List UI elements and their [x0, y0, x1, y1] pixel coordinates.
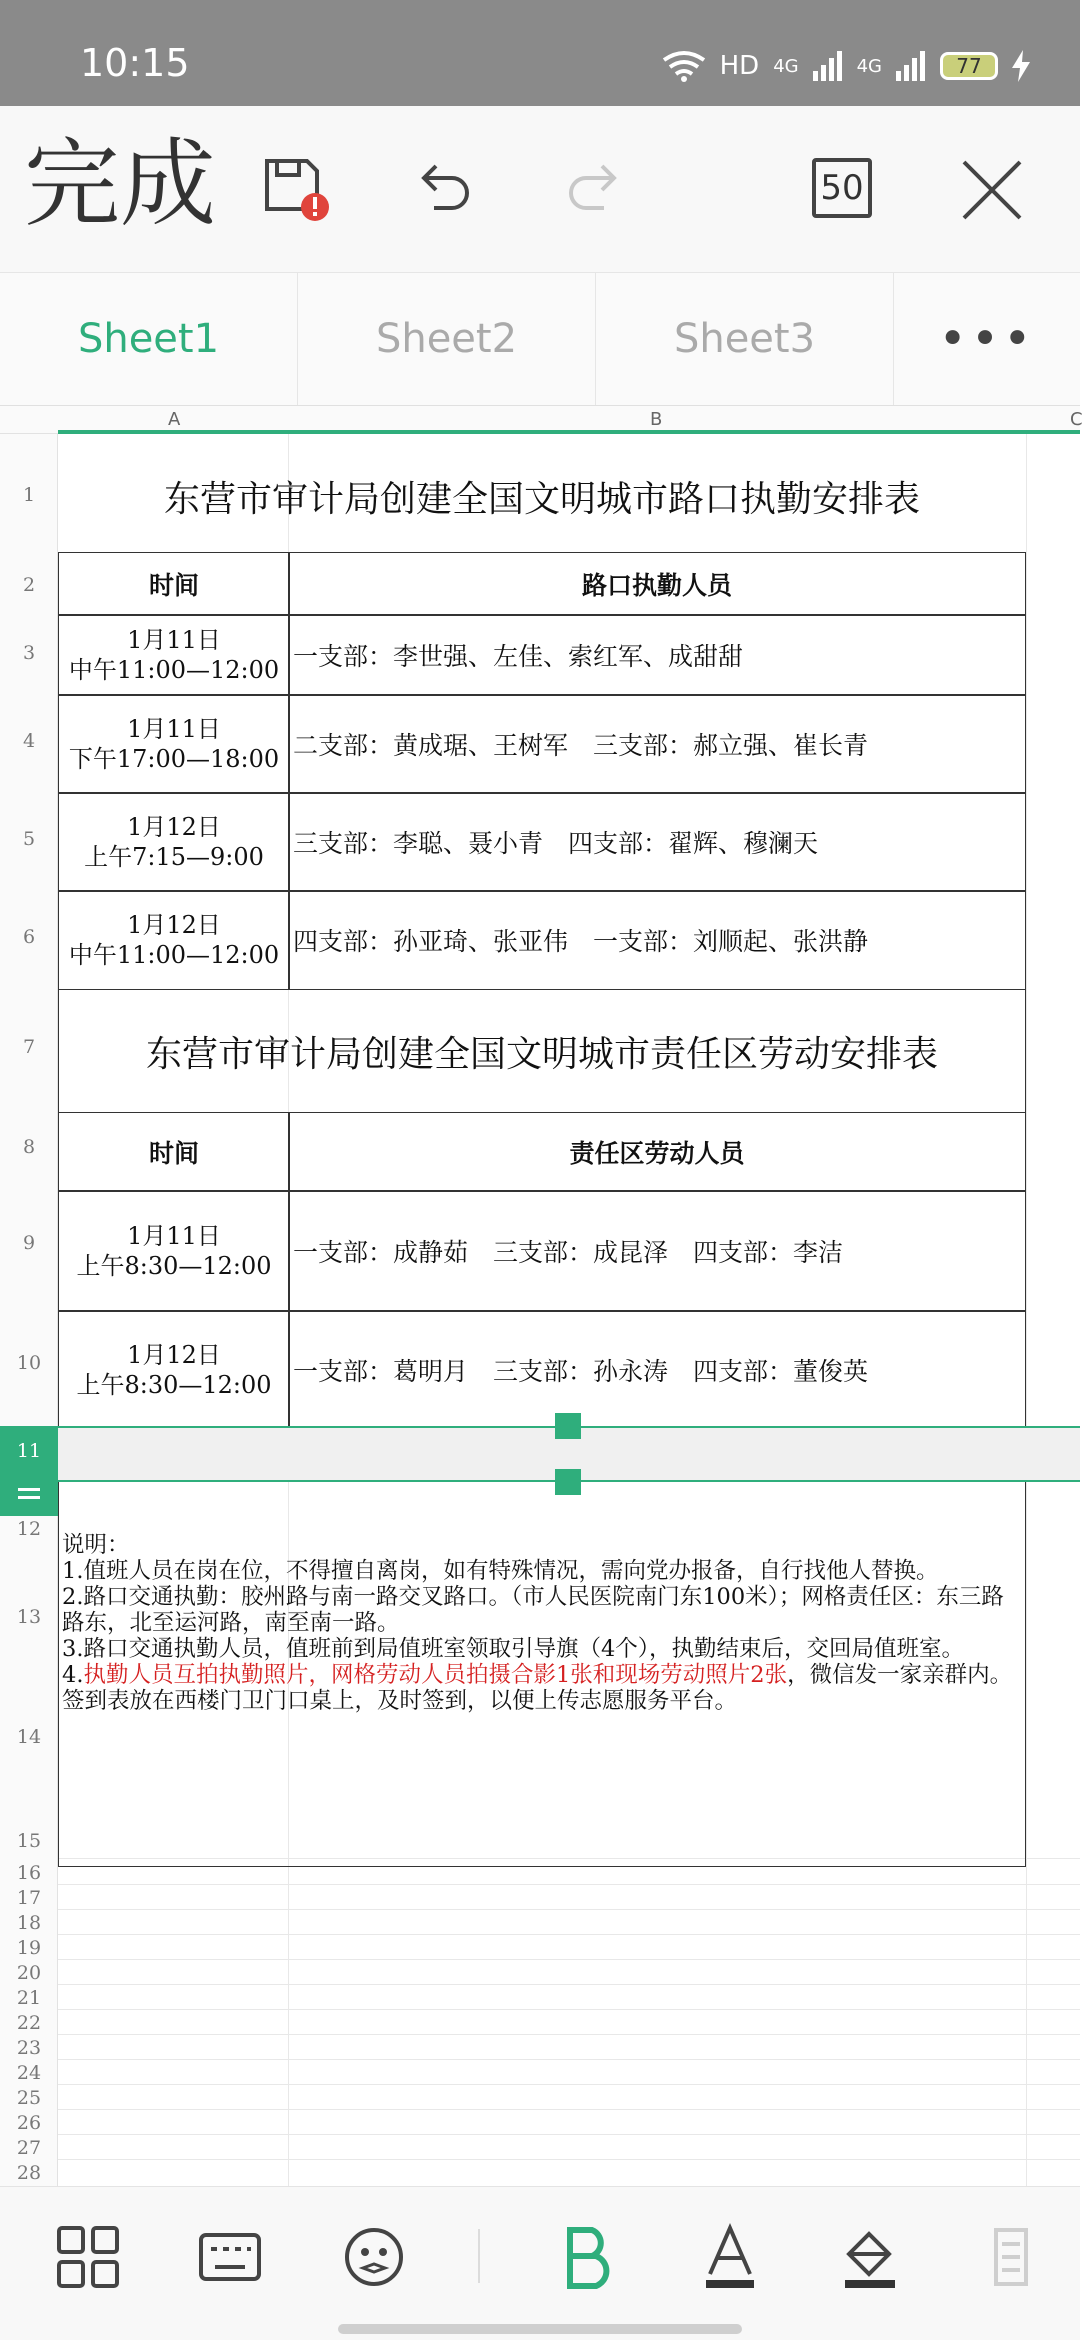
table1-row3-time[interactable] — [58, 792, 290, 892]
row-number[interactable]: 21 — [16, 1987, 42, 2009]
network-label: HD — [719, 51, 760, 81]
close-icon[interactable] — [952, 150, 1032, 230]
done-button[interactable]: 完成 — [24, 128, 216, 240]
table-date: 1月11日 — [127, 1222, 221, 1250]
more-format-icon[interactable] — [970, 2217, 1050, 2297]
table2-header-time[interactable]: 时间 — [58, 1112, 290, 1192]
grid-apps-icon[interactable] — [48, 2217, 128, 2297]
table-date: 1月11日 — [127, 715, 221, 743]
column-header-c[interactable]: C — [1070, 409, 1083, 430]
row-number[interactable]: 20 — [16, 1962, 42, 1984]
notes-line-2: 2.路口交通执勤：胶州路与南一路交叉路口。（市人民医院南门东100米）；网格责任区：东三路路东，北至运河路，南至南一路。 — [62, 1584, 1004, 1636]
table1-header-people[interactable]: 路口执勤人员 — [288, 552, 1026, 616]
table1-row2-people[interactable]: 二支部：黄成琚、王树军 三支部：郝立强、崔长青 — [288, 694, 1026, 794]
grid-line — [0, 2059, 1080, 2060]
tab-sheet3[interactable]: Sheet3 — [596, 273, 894, 405]
undo-icon[interactable] — [404, 150, 484, 230]
grid-line — [0, 2109, 1080, 2110]
row-number[interactable]: 23 — [16, 2037, 42, 2059]
fill-color-icon[interactable] — [830, 2217, 910, 2297]
keyboard-icon[interactable] — [190, 2217, 270, 2297]
redo-icon[interactable] — [554, 150, 634, 230]
row-number[interactable]: 13 — [16, 1606, 42, 1628]
table1-row3-people[interactable]: 三支部：李聪、聂小青 四支部：翟辉、穆澜天 — [288, 792, 1026, 892]
grid-line — [1026, 434, 1027, 2186]
row-number[interactable]: 5 — [22, 828, 36, 850]
table-date: 1月12日 — [127, 813, 221, 841]
row-number[interactable]: 9 — [22, 1232, 36, 1254]
row-number[interactable]: 24 — [16, 2062, 42, 2084]
row-number[interactable]: 4 — [22, 730, 36, 752]
row-number[interactable]: 28 — [16, 2162, 42, 2184]
grid-line — [0, 2159, 1080, 2160]
sheet-tabs — [0, 272, 1080, 406]
save-icon[interactable] — [256, 150, 336, 230]
grid-line — [0, 2009, 1080, 2010]
status-bar — [0, 0, 1080, 106]
column-header-b[interactable]: B — [650, 409, 663, 430]
row-number[interactable]: 18 — [16, 1912, 42, 1934]
table-time: 上午8:30—12:00 — [76, 1371, 272, 1399]
table1-row2-time[interactable] — [58, 694, 290, 794]
row-number[interactable]: 6 — [22, 926, 36, 948]
more-tabs-button[interactable]: ••• — [938, 311, 1036, 367]
tab-sheet1[interactable]: Sheet1 — [0, 273, 298, 405]
status-time: 10:15 — [80, 41, 190, 85]
table2-title[interactable]: 东营市审计局创建全国文明城市责任区劳动安排表 — [58, 988, 1026, 1114]
row-number[interactable]: 1 — [22, 484, 36, 506]
column-header-a[interactable]: A — [168, 409, 181, 430]
row-number[interactable]: 8 — [22, 1136, 36, 1158]
row-number[interactable]: 27 — [16, 2137, 42, 2159]
font-color-icon[interactable] — [690, 2217, 770, 2297]
notes-cell[interactable] — [58, 1528, 1026, 1714]
row-resize-icon-line — [18, 1496, 40, 1499]
status-icons — [662, 50, 1030, 82]
assistant-face-icon[interactable] — [334, 2217, 414, 2297]
row-number[interactable]: 19 — [16, 1937, 42, 1959]
row-number-selected[interactable]: 11 — [16, 1440, 42, 1462]
table-date: 1月12日 — [127, 1341, 221, 1369]
table-time: 中午11:00—12:00 — [68, 656, 280, 684]
notes-heading: 说明： — [62, 1532, 130, 1558]
charging-icon — [1012, 50, 1030, 82]
selection-handle-top[interactable] — [555, 1413, 581, 1439]
table-time: 下午17:00—18:00 — [68, 745, 280, 773]
notes-line-3: 3.路口交通执勤人员，值班前到局值班室领取引导旗（4个），执勤结束后，交回局值班室。 — [62, 1636, 965, 1662]
notes-line-4-highlight: 执勤人员互拍执勤照片，网格劳动人员拍摄合影1张和现场劳动照片2张 — [83, 1662, 788, 1688]
row-number[interactable]: 12 — [16, 1518, 42, 1540]
row-number[interactable]: 25 — [16, 2087, 42, 2109]
table2-row1-people[interactable]: 一支部：成静茹 三支部：成昆泽 四支部：李洁 — [288, 1190, 1026, 1312]
grid-line — [0, 2084, 1080, 2085]
row-number[interactable]: 14 — [16, 1726, 42, 1748]
battery-level: 77 — [956, 54, 982, 78]
row-number[interactable]: 3 — [22, 642, 36, 664]
row-number[interactable]: 26 — [16, 2112, 42, 2134]
table-time: 上午7:15—9:00 — [84, 843, 264, 871]
toolbar-divider — [478, 2229, 480, 2283]
notes-line-4-suffix: ，微信发一家亲群内。签到表放在西楼门卫门口桌上，及时签到，以便上传志愿服务平台。 — [62, 1662, 1013, 1714]
tab-sheet2[interactable]: Sheet2 — [298, 273, 596, 405]
top-toolbar — [0, 106, 1080, 272]
grid-line — [0, 1959, 1080, 1960]
row-number[interactable]: 22 — [16, 2012, 42, 2034]
row-number[interactable]: 17 — [16, 1887, 42, 1909]
row-number[interactable]: 7 — [22, 1036, 36, 1058]
grid-line — [0, 2034, 1080, 2035]
notes-line-4 — [62, 1662, 1022, 1714]
grid-line — [0, 2134, 1080, 2135]
table1-row4-people[interactable]: 四支部：孙亚琦、张亚伟 一支部：刘顺起、张洪静 — [288, 890, 1026, 990]
row-number[interactable]: 10 — [16, 1352, 42, 1374]
table1-row4-time[interactable] — [58, 890, 290, 990]
gesture-nav-bar[interactable] — [338, 2324, 742, 2334]
table2-header-people[interactable]: 责任区劳动人员 — [288, 1112, 1026, 1192]
table1-header-time[interactable]: 时间 — [58, 552, 290, 616]
grid-line — [0, 1984, 1080, 1985]
table-date: 1月11日 — [127, 626, 221, 654]
row-resize-icon[interactable] — [18, 1488, 40, 1491]
table2-row2-people[interactable]: 一支部：葛明月 三支部：孙永涛 四支部：董俊英 — [288, 1310, 1026, 1430]
battery-icon — [940, 52, 998, 80]
table1-row1-people[interactable]: 一支部：李世强、左佳、索红军、成甜甜 — [288, 614, 1026, 696]
table1-row1-time[interactable] — [58, 614, 290, 696]
signal-4g-label-2: 4G — [856, 55, 882, 77]
table2-row1-time[interactable] — [58, 1190, 290, 1312]
signal-4g-label: 4G — [773, 55, 799, 77]
wifi-icon — [662, 50, 706, 82]
table-time: 上午8:30—12:00 — [76, 1252, 272, 1280]
grid-line — [0, 1884, 1080, 1885]
table1-title[interactable]: 东营市审计局创建全国文明城市路口执勤安排表 — [163, 478, 920, 520]
spreadsheet-grid[interactable] — [0, 406, 1083, 2186]
row-number[interactable]: 2 — [22, 574, 36, 596]
zoom-level-button[interactable]: 50 — [812, 158, 872, 218]
row-number[interactable]: 16 — [16, 1862, 42, 1884]
table-time: 中午11:00—12:00 — [68, 941, 280, 969]
notes-line-4-prefix: 4. — [62, 1662, 84, 1688]
grid-line — [0, 1909, 1080, 1910]
signal-bars-icon-2 — [896, 51, 926, 81]
signal-bars-icon — [813, 51, 843, 81]
row-number[interactable]: 15 — [16, 1830, 42, 1852]
notes-line-1: 1.值班人员在岗在位，不得擅自离岗，如有特殊情况，需向党办报备，自行找他人替换。 — [62, 1558, 939, 1584]
bottom-toolbar — [0, 2186, 1080, 2340]
table2-row2-time[interactable] — [58, 1310, 290, 1430]
table-date: 1月12日 — [127, 911, 221, 939]
bold-icon[interactable] — [550, 2217, 630, 2297]
grid-line — [0, 1934, 1080, 1935]
